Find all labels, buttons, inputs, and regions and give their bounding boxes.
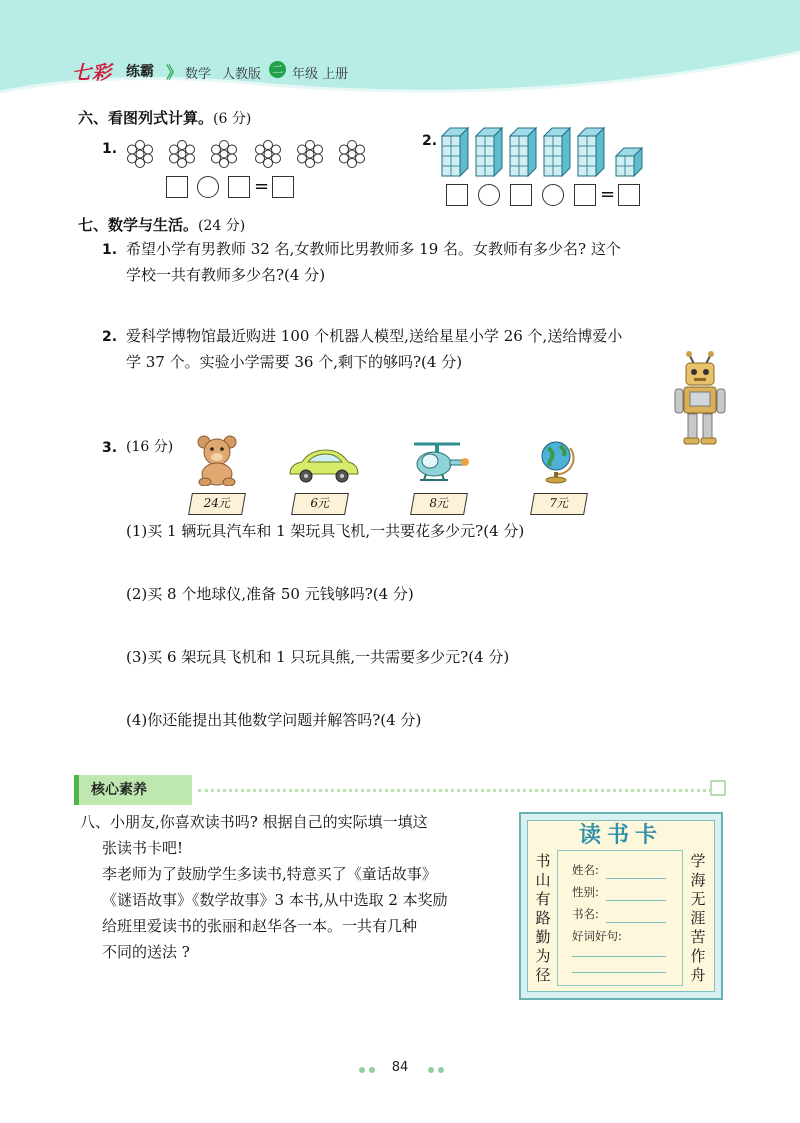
s8-line: 《谜语故事》《数学故事》3 本书,从中选取 2 本奖励 (102, 891, 448, 909)
answer-box[interactable] (272, 176, 294, 198)
price-tag-bear: 24元 (188, 493, 246, 515)
s8-line: 张读书卡吧! (102, 839, 184, 857)
card-line (572, 972, 666, 973)
answer-box[interactable] (166, 176, 188, 198)
s7-q3-sub1: (1)买 1 辆玩具汽车和 1 架玩具飞机,一共要花多少元?(4 分) (126, 522, 525, 540)
section7-heading: 七、数学与生活。(24 分) (78, 216, 246, 234)
section6-heading: 六、看图列式计算。(6 分) (78, 109, 252, 127)
price-tag-helicopter: 8元 (410, 493, 468, 515)
card-field-gender: 性别: (572, 885, 599, 899)
s7-q3-sub4: (4)你还能提出其他数学问题并解答吗?(4 分) (126, 711, 422, 729)
s8-text (80, 809, 510, 965)
s7-q1-text: 希望小学有男教师 32 名,女教师比男教师多 19 名。女教师有多少名? 这个 学校一共有教师多少名?(4 分) (126, 240, 621, 284)
operator-circle[interactable] (478, 184, 500, 206)
price-tag-globe: 7元 (530, 493, 588, 515)
chevron-right-icon: 》 (166, 63, 183, 82)
price-tag-car: 6元 (291, 493, 349, 515)
s8-line: 李老师为了鼓励学生多读书,特意买了《童话故事》 (102, 865, 437, 883)
card-line (572, 956, 666, 957)
s6-q1-number: 1. (102, 141, 118, 157)
dotted-divider (198, 789, 712, 792)
s7-q2-number: 2. (102, 329, 118, 345)
s7-q3-sub3: (3)买 6 架玩具飞机和 1 只玩具熊,一共需要多少元?(4 分) (126, 648, 510, 666)
s7-q1-number: 1. (102, 242, 118, 258)
answer-box[interactable] (510, 184, 532, 206)
card-field-book: 书名: (572, 907, 599, 921)
answer-box[interactable] (574, 184, 596, 206)
grade-label: 年级 上册 (292, 67, 349, 82)
reading-card-title: 读书卡 (578, 822, 663, 848)
right-motto: 学 海 无 涯 苦 作 舟 (690, 852, 706, 984)
equals-sign: = (600, 184, 616, 205)
brand-sub: 练霸 (126, 64, 154, 80)
card-line (606, 922, 666, 923)
answer-box[interactable] (228, 176, 250, 198)
s8-line: 八、小朋友,你喜欢读书吗? 根据自己的实际填一填这 (80, 813, 428, 831)
s7-q3-score: (16 分) (126, 439, 174, 455)
cube-stacks-illustration (438, 126, 648, 178)
s7-q3-sub2: (2)买 8 个地球仪,准备 50 元钱够吗?(4 分) (126, 585, 414, 603)
edition-label: 人教版 (222, 67, 262, 82)
page-number: 84 (391, 1060, 409, 1075)
toy-helicopter-icon (408, 440, 470, 486)
answer-box[interactable] (446, 184, 468, 206)
header-band (0, 0, 800, 100)
s7-q3-number: 3. (102, 440, 118, 456)
operator-circle[interactable] (197, 176, 219, 198)
flower-groups-illustration (122, 136, 372, 172)
left-motto: 书 山 有 路 勤 为 径 (535, 852, 551, 984)
robot-icon (672, 348, 728, 446)
s8-line: 给班里爱读书的张丽和赵华各一本。一共有几种 (102, 917, 418, 935)
s8-line: 不同的送法 ? (102, 943, 190, 961)
card-line (606, 878, 666, 879)
s6-q2-number: 2. (422, 133, 438, 149)
divider-end-square (710, 780, 726, 796)
brand-logo: 七彩 (72, 62, 113, 84)
toy-car-icon (286, 446, 360, 486)
teddy-bear-icon (194, 434, 242, 486)
core-literacy-tag: 核心素养 (74, 775, 192, 805)
equals-sign: = (254, 176, 270, 197)
operator-circle[interactable] (542, 184, 564, 206)
answer-box[interactable] (618, 184, 640, 206)
globe-icon (536, 438, 576, 486)
subject-label: 数学 (185, 67, 212, 82)
card-field-name: 姓名: (572, 863, 599, 877)
card-field-phrase: 好词好句: (572, 929, 622, 943)
s7-q2-text: 爱科学博物馆最近购进 100 个机器人模型,送给星星小学 26 个,送给博爱小 学 37 个。实验小学需要 36 个,剩下的够吗?(4 分) (126, 327, 623, 371)
card-line (606, 900, 666, 901)
grade-number-badge: 二 (269, 61, 286, 78)
